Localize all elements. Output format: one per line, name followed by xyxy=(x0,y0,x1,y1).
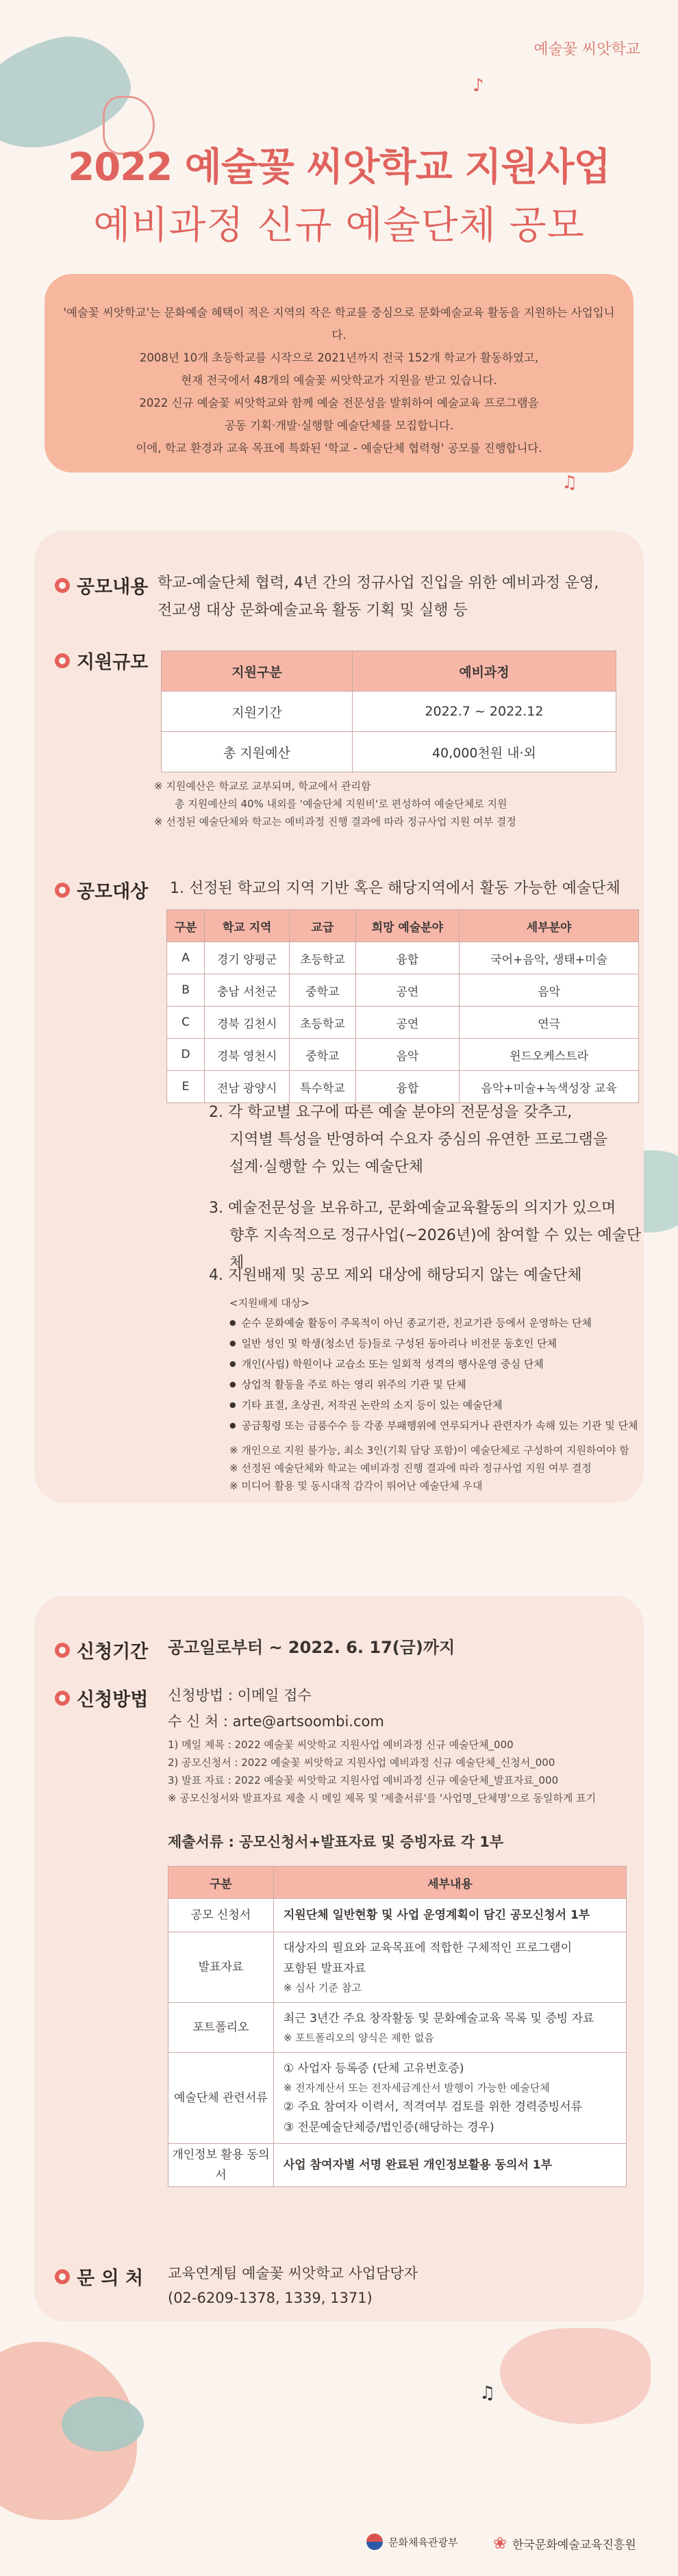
bullet-icon xyxy=(55,1691,70,1706)
decorative-teal-blob-bottom xyxy=(62,2397,144,2451)
school-region-table: 구분 학교 지역 교급 희망 예술분야 세부분야 A 경기 양평군 초등학교 융합 국어+음악, 생태+미술 B 충남 서천군 중학교 공연 음악 C 경북 김천시 초등학교 공연 연극 D 경북 영천시 중학교 음악 윈드오케스트라 E 전남 광양시 특수학교 융합 음악+미술+녹색성장 교육 xyxy=(166,909,639,1103)
bullet-icon xyxy=(55,578,70,593)
exclude-list xyxy=(229,1313,640,1437)
page-subtitle: 예비과정 신규 예술단체 공모 xyxy=(93,203,585,248)
contact-text: 교육연계팀 예술꽃 씨앗학교 사업담당자 (02-6209-1378, 1339, 1371) xyxy=(168,2265,418,2306)
page-title: 2022 예술꽃 씨앗학교 지원사업 xyxy=(68,145,610,190)
list-item: ● 개인(사립) 학원이나 교습소 또는 일회적 성격의 행사운영 중심 단체 xyxy=(229,1354,640,1375)
music-note-icon: ♪ xyxy=(473,75,484,96)
music-note-icon: ♫ xyxy=(562,472,578,493)
list-item: ● 공금횡령 또는 금품수수 등 각종 부패행위에 연루되거나 관련자가 속해 있는 기관 및 단체 xyxy=(229,1416,640,1437)
method-details: 1) 메일 제목 : 2022 예술꽃 씨앗학교 지원사업 예비과정 신규 예술단체_000 2) 공모신청서 : 2022 예술꽃 씨앗학교 지원사업 예비과정 신규 예술단체_신청서_000 3) 발표 자료 : 2022 예술꽃 씨앗학교 지원사업 예비과정 신규 예술단체_발표자료_000 ※ 공모신청서와 발표자료 제출 시 메일 제목 및 '제출서류'를 '사업명_단체명'으로 동일하게 표기 xyxy=(168,1739,597,1804)
music-note-icon: ♫ xyxy=(479,2383,496,2403)
intro-box xyxy=(45,274,633,472)
intro-line: 현재 전국에서 48개의 예술꽃 씨앗학교가 지원을 받고 있습니다. xyxy=(181,374,497,387)
contents-text: 학교-예술단체 협력, 4년 간의 정규사업 진입을 위한 예비과정 운영, 전교생 대상 문화예술교육 활동 기획 및 실행 등 xyxy=(158,574,599,619)
support-scale-table: 지원구분 예비과정 지원기간 2022.7 ~ 2022.12 총 지원예산 40,000천원 내·외 xyxy=(161,651,616,772)
exclude-title: <지원배제 대상> xyxy=(229,1297,310,1309)
intro-line: '예술꽃 씨앗학교'는 문화예술 혜택이 적은 지역의 작은 학교를 중심으로 문화예술교육 활동을 지원하는 사업입니다. xyxy=(63,306,615,342)
section-label-target: 공모대상 xyxy=(55,876,148,903)
arte-logo-icon: ❀ xyxy=(493,2534,507,2553)
section-label-period: 신청기간 xyxy=(55,1637,148,1663)
logo: 예술꽃 씨앗학교 xyxy=(533,41,640,58)
list-item: ● 기타 표절, 초상권, 저작권 논란의 소지 등이 있는 예술단체 xyxy=(229,1396,640,1416)
bullet-icon xyxy=(55,2269,70,2284)
target-item-1: 1. 선정된 학교의 지역 기반 혹은 해당지역에서 활동 가능한 예술단체 xyxy=(170,880,620,897)
bullet-icon xyxy=(55,883,70,898)
target-item-2: 2. 각 학교별 요구에 따른 예술 분야의 전문성을 갖추고, 지역별 특성을 반영하여 수요자 중심의 유연한 프로그램을 설계·실행할 수 있는 예술단체 xyxy=(209,1104,608,1176)
target-notes: ※ 개인으로 지원 불가능, 최소 3인(기획 담당 포함)이 예술단체로 구성하여 지원하여야 함 ※ 선정된 예술단체와 학교는 예비과정 진행 결과에 따라 정규사업 지원 여부 결정 ※ 미디어 활용 및 동시대적 감각이 뛰어난 예술단체 우대 xyxy=(229,1444,629,1492)
footer-org-1: 문화체육관광부 xyxy=(366,2534,457,2550)
target-item-3: 3. 예술전문성을 보유하고, 문화예술교육활동의 의지가 있으며 향후 지속적으로 정규사업(~2026년)에 참여할 수 있는 예술단체 xyxy=(209,1200,642,1272)
list-item: ● 상업적 활동을 주로 하는 영리 위주의 기관 및 단체 xyxy=(229,1375,640,1396)
ministry-logo-icon xyxy=(366,2534,383,2550)
section-label-contents: 공모내용 xyxy=(55,572,148,598)
intro-line: 2022 신규 예술꽃 씨앗학교와 함께 예술 전문성을 발휘하여 예술교육 프로그램을 xyxy=(139,396,539,409)
intro-line: 이에, 학교 환경과 교육 목표에 특화된 '학교 - 예술단체 협력형' 공모를 진행합니다. xyxy=(136,442,542,455)
bullet-icon xyxy=(55,1643,70,1658)
bullet-icon xyxy=(55,653,70,668)
section-label-scale: 지원규모 xyxy=(55,647,148,674)
application-period: 공고일로부터 ~ 2022. 6. 17(금)까지 xyxy=(168,1638,455,1657)
footer-org-2: ❀ 한국문화예술교육진흥원 xyxy=(493,2534,636,2553)
list-item: ● 순수 문화예술 활동이 주목적이 아닌 종교기관, 친교기관 등에서 운영하는 단체 xyxy=(229,1313,640,1334)
method-text: 신청방법 : 이메일 접수 수 신 처 : arte@artsoombi.com xyxy=(168,1682,384,1734)
section-label-contact: 문 의 처 xyxy=(55,2263,143,2290)
scale-notes: ※ 지원예산은 학교로 교부되며, 학교에서 관리함 총 지원예산의 40% 내외를 '예술단체 지원비'로 편성하여 예술단체로 지원 ※ 선정된 예술단체와 학교는 예비과정 진행 결과에 따라 정규사업 지원 여부 결정 xyxy=(154,780,516,828)
decorative-pink-blob-bottom xyxy=(500,2328,651,2424)
list-item: ● 일반 성인 및 학생(청소년 등)들로 구성된 동아리나 비전문 동호인 단체 xyxy=(229,1334,640,1354)
intro-line: 공동 기획·개발·실행할 예술단체를 모집합니다. xyxy=(224,419,454,432)
email-address[interactable]: 수 신 처 : arte@artsoombi.com xyxy=(168,1713,384,1730)
intro-line: 2008년 10개 초등학교를 시작으로 2021년까지 전국 152개 학교가 활동하였고, xyxy=(139,351,539,364)
submit-docs-table: 구분 세부내용 공모 신청서 지원단체 일반현황 및 사업 운영계획이 담긴 공모신청서 1부 발표자료 대상자의 필요와 교육목표에 적합한 구체적인 프로그램이 포함된 발표자료 ※ 심사 기준 참고 포트폴리오 최근 3년간 주요 창작활동 및 문화예술교육 목록 및 증빙 자료 ※ 포트폴리오의 양식은 제한 없음 예술단체 관련서류 ① 사업자 등록증 (단체 고유번호증) ※ 전자계산서 또는 전자세금계산서 발행이 가능한 예술단체 ② 주요 참여자 이력서, 적격여부 검토를 위한 경력증빙서류 ③ 전문예술단체증/법인증(해당하는 경우) 개인정보 활용 동의서 사업 참여자별 서명 완료된 개인정보활용 동의서 1부 xyxy=(168,1866,627,2187)
section-label-method: 신청방법 xyxy=(55,1684,148,1711)
submit-docs: 제출서류 : 공모신청서+발표자료 및 증빙자료 각 1부 xyxy=(168,1834,504,1850)
target-item-4: 4. 지원배제 및 공모 제외 대상에 해당되지 않는 예술단체 xyxy=(209,1267,582,1284)
